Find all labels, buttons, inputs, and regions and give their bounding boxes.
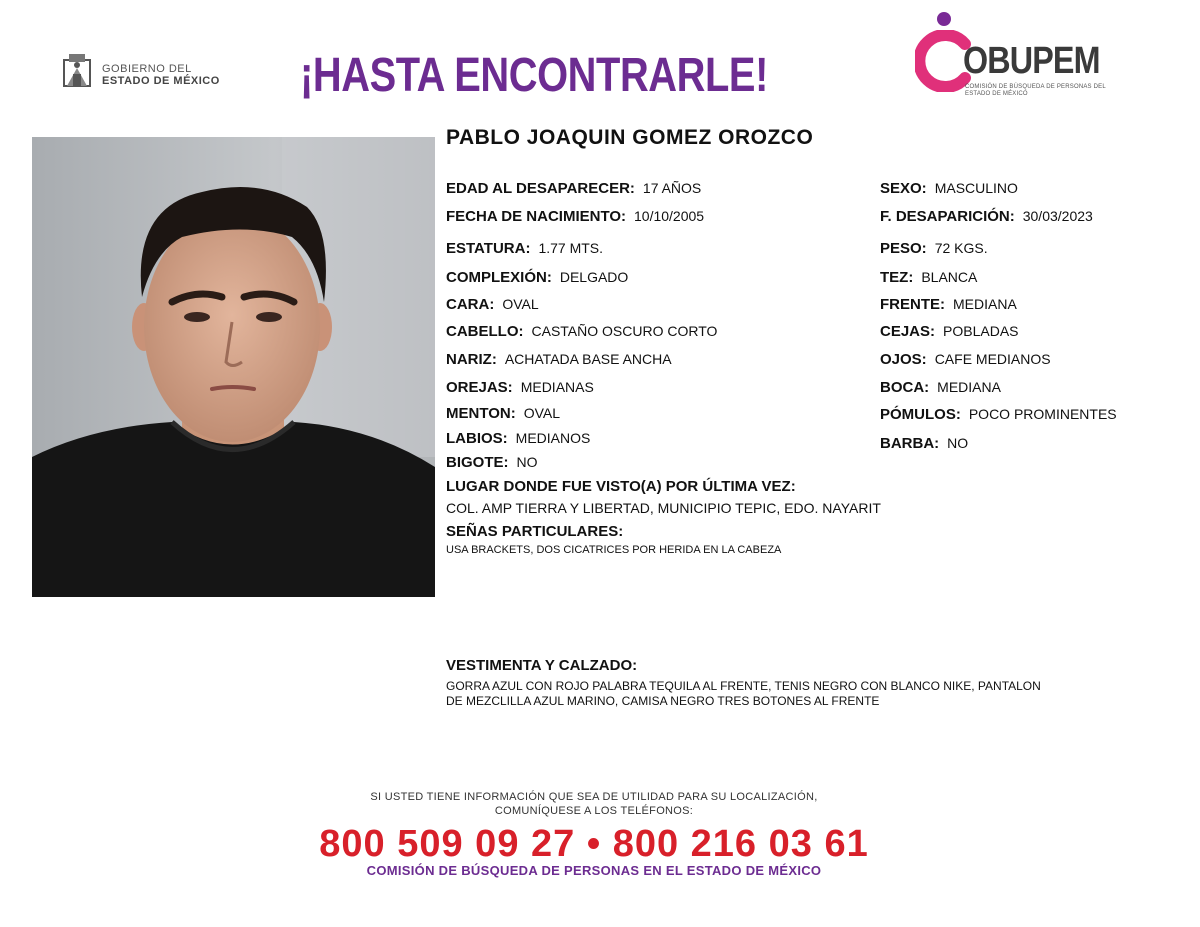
field-label: F. DESAPARICIÓN: [880, 208, 1015, 225]
field-value: ACHATADA BASE ANCHA [504, 351, 672, 367]
field-sex [880, 180, 1018, 197]
field-label: ESTATURA: [446, 240, 531, 257]
field-label: BARBA: [880, 435, 940, 452]
field-disappearance-date [880, 208, 1093, 225]
field-eyes [880, 351, 1051, 368]
field-nose [446, 351, 672, 368]
field-value: DELGADO [559, 269, 629, 285]
cobupem-logo [915, 12, 1115, 102]
field-label: CEJAS: [880, 323, 936, 340]
field-value: OVAL [502, 296, 539, 312]
clothing-label: VESTIMENTA Y CALZADO: [446, 657, 638, 674]
field-eyebrows [880, 323, 1019, 340]
footer-note-line-1: SI USTED TIENE INFORMACIÓN QUE SEA DE UTILIDAD PARA SU LOCALIZACIÓN, [370, 791, 818, 803]
field-value: MEDIANA [937, 379, 1001, 395]
field-build [446, 269, 628, 286]
phone-numbers[interactable]: 800 509 09 27 • 800 216 03 61 [319, 823, 869, 865]
field-value: 10/10/2005 [634, 208, 705, 224]
field-age [446, 180, 701, 197]
field-label: BOCA: [880, 379, 930, 396]
field-label: MENTON: [446, 405, 516, 422]
logo-subtitle: COMISIÓN DE BÚSQUEDA DE PERSONAS DEL ESTADO DE MÉXICO [965, 84, 1106, 97]
field-value: BLANCA [921, 269, 978, 285]
commission-name: COMISIÓN DE BÚSQUEDA DE PERSONAS EN EL ESTADO DE MÉXICO [366, 863, 822, 878]
field-value: MEDIANAS [520, 379, 594, 395]
field-complexion [880, 269, 977, 286]
field-value: MASCULINO [934, 180, 1018, 196]
logo-dot [937, 12, 951, 26]
field-mustache [446, 454, 538, 471]
field-height [446, 240, 603, 257]
last-seen-value: COL. AMP TIERRA Y LIBERTAD, MUNICIPIO TEPIC, EDO. NAYARIT [446, 500, 881, 516]
field-ears [446, 379, 594, 396]
field-value: NO [947, 435, 969, 451]
government-logo [58, 50, 238, 94]
headline: ¡HASTA ENCONTRARLE! [300, 49, 768, 102]
field-value: MEDIANA [953, 296, 1017, 312]
field-birthdate [446, 208, 704, 225]
field-weight [880, 240, 988, 257]
field-value: POBLADAS [943, 323, 1019, 339]
footer-note-line-2: COMUNÍQUESE A LOS TELÉFONOS: [494, 805, 694, 817]
field-chin [446, 405, 560, 422]
marks-value: USA BRACKETS, DOS CICATRICES POR HERIDA EN LA CABEZA [446, 544, 782, 556]
field-beard [880, 435, 968, 452]
field-cheekbones [880, 406, 1117, 423]
field-label: SEXO: [880, 180, 927, 197]
field-value: CAFE MEDIANOS [934, 351, 1051, 367]
field-label: OJOS: [880, 351, 927, 368]
clothing-line-2: DE MEZCLILLA AZUL MARINO, CAMISA NEGRO TRES BOTONES AL FRENTE [446, 694, 880, 708]
field-label: PESO: [880, 240, 927, 257]
field-value: OVAL [523, 405, 561, 421]
field-label: CABELLO: [446, 323, 524, 340]
field-label: LABIOS: [446, 430, 508, 447]
field-mouth [880, 379, 1001, 396]
missing-person-photo [32, 137, 435, 597]
field-label: NARIZ: [446, 351, 497, 368]
field-value: CASTAÑO OSCURO CORTO [531, 323, 718, 339]
field-label: OREJAS: [446, 379, 513, 396]
gov-line-1: GOBIERNO DEL [102, 63, 192, 75]
field-value: 1.77 MTS. [538, 240, 604, 256]
logo-wordmark: OBUPEM [963, 40, 1100, 82]
field-label: FRENTE: [880, 296, 945, 313]
field-value: NO [516, 454, 538, 470]
field-lips [446, 430, 590, 447]
field-label: BIGOTE: [446, 454, 509, 471]
field-forehead [880, 296, 1017, 313]
field-label: FECHA DE NACIMIENTO: [446, 208, 626, 225]
field-label: COMPLEXIÓN: [446, 269, 552, 286]
portrait-illustration [32, 137, 435, 597]
person-name: PABLO JOAQUIN GOMEZ OROZCO [446, 126, 814, 149]
state-seal-icon [58, 50, 96, 90]
field-value: POCO PROMINENTES [968, 406, 1117, 422]
gov-line-2: ESTADO DE MÉXICO [102, 75, 220, 87]
field-face [446, 296, 539, 313]
field-value: MEDIANOS [515, 430, 591, 446]
field-value: 72 KGS. [934, 240, 988, 256]
field-value: 30/03/2023 [1022, 208, 1093, 224]
marks-label: SEÑAS PARTICULARES: [446, 523, 624, 540]
field-label: PÓMULOS: [880, 406, 961, 423]
field-label: EDAD AL DESAPARECER: [446, 180, 635, 197]
field-label: CARA: [446, 296, 495, 313]
clothing-line-1: GORRA AZUL CON ROJO PALABRA TEQUILA AL FRENTE, TENIS NEGRO CON BLANCO NIKE, PANTALON [446, 679, 1041, 693]
field-value: 17 AÑOS [642, 180, 702, 196]
field-label: TEZ: [880, 269, 914, 286]
last-seen-label: LUGAR DONDE FUE VISTO(A) POR ÚLTIMA VEZ: [446, 478, 796, 495]
field-hair [446, 323, 717, 340]
